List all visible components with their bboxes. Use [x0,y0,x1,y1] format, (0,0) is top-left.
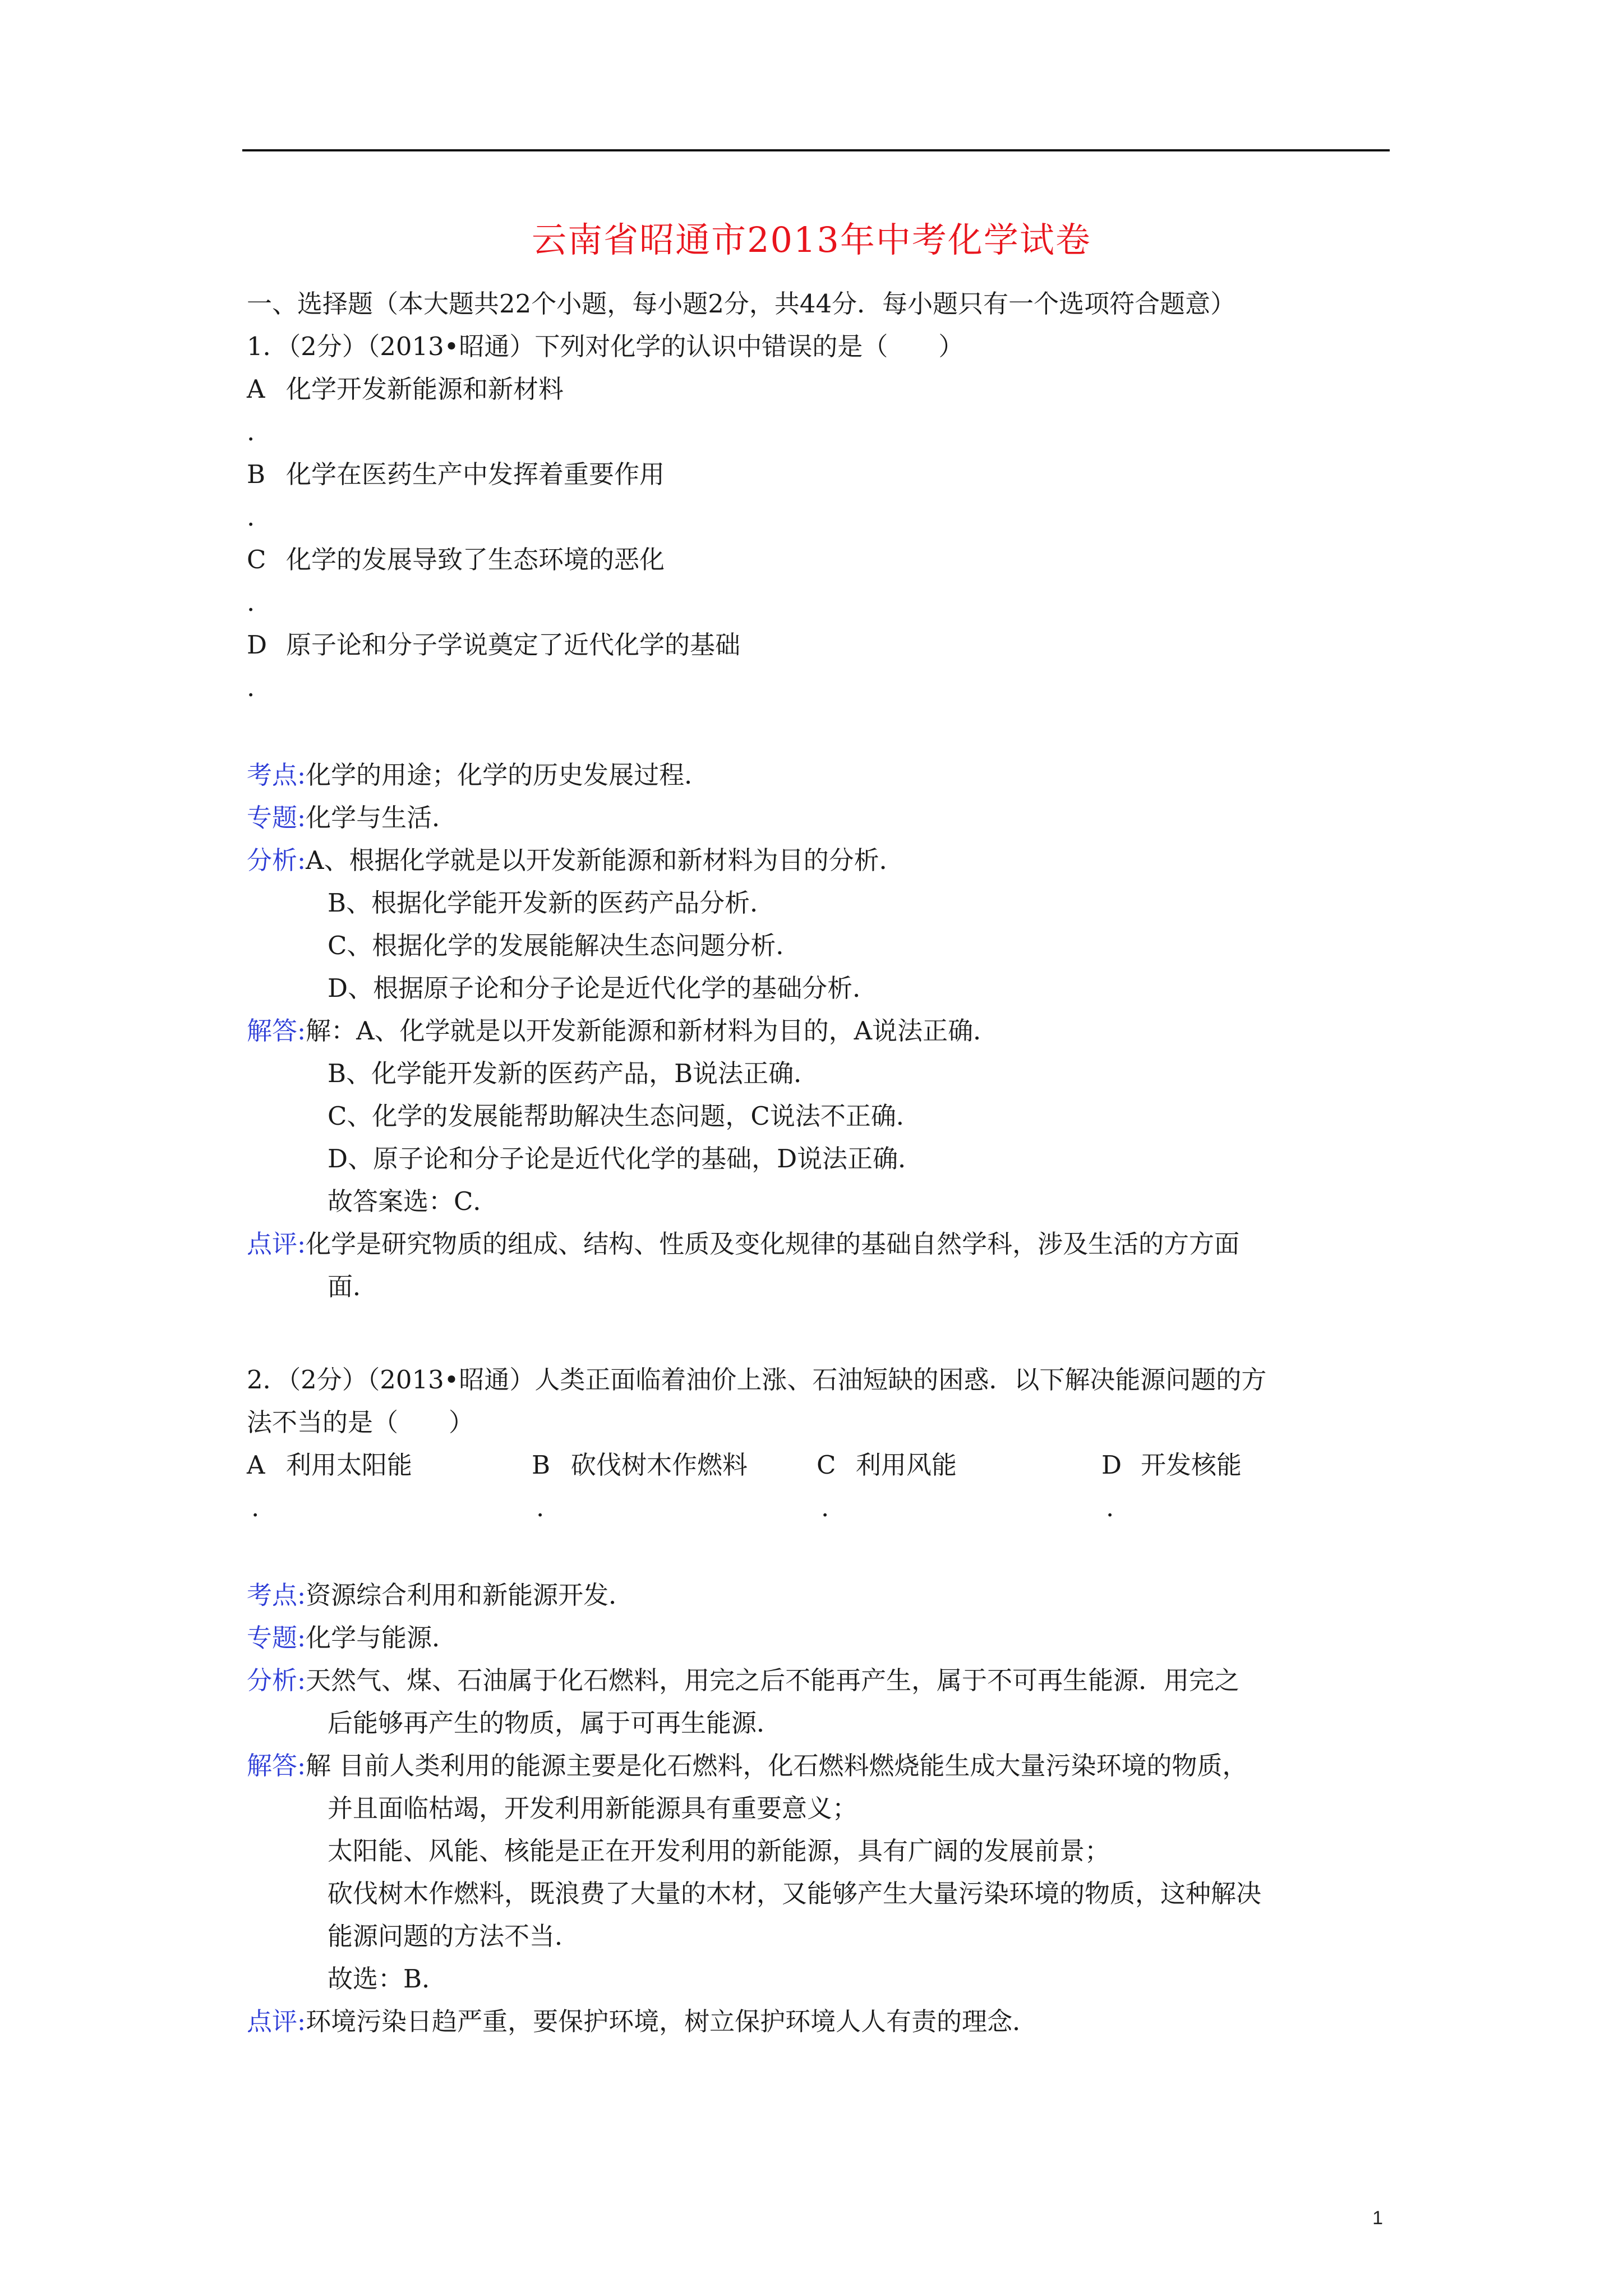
dianping-line: 面． [328,1272,379,1301]
option-letter: C [247,545,266,574]
option-letter: D [1101,1450,1122,1480]
q1-option-b-dot: . [247,502,255,532]
option-letter: A [247,374,265,404]
q1-kaodian [247,758,709,792]
q2-stem-line-1: 2．（2分）（2013•昭通）人类正面临着油价上涨、石油短缺的困惑．以下解决能源问题的方 [247,1365,1267,1395]
option-text: 开发核能 [1141,1450,1242,1480]
kaodian-label: 考点: [247,1580,306,1610]
q2-option-b-dot: . [536,1493,545,1522]
zhuanti-label: 专题: [247,1623,306,1653]
option-letter: A [247,1450,265,1480]
q2-option-c [817,1448,957,1482]
q1-stem: 1．（2分）（2013•昭通）下列对化学的认识中错误的是（ ） [247,332,964,361]
q1-option-c-dot: . [247,587,255,617]
section-heading: 一、选择题（本大题共22个小题，每小题2分，共44分．每小题只有一个选项符合题意） [247,289,1236,319]
jieda-line: 能源问题的方法不当． [328,1921,580,1951]
fenxi-label: 分析: [247,1665,306,1695]
q1-option-a-dot: . [247,417,255,447]
kaodian-label: 考点: [247,760,306,790]
q2-fenxi [247,1664,1239,1697]
kaodian-text: 资源综合利用和新能源开发． [306,1580,634,1610]
q2-stem-line-2: 法不当的是（ ） [247,1407,474,1437]
jieda-line: 解 目前人类利用的能源主要是化石燃料，化石燃料燃烧能生成大量污染环境的物质， [306,1751,1248,1780]
fenxi-line: C、根据化学的发展能解决生态问题分析． [328,931,801,960]
jieda-line: 故选：B． [328,1964,448,1994]
option-text: 化学的发展导致了生态环境的恶化 [286,545,665,574]
jieda-line: C、化学的发展能帮助解决生态问题，C说法不正确． [328,1101,921,1131]
fenxi-line: D、根据原子论和分子论是近代化学的基础分析． [328,973,878,1003]
fenxi-line: 天然气、煤、石油属于化石燃料，用完之后不能再产生，属于不可再生能源．用完之 [306,1665,1240,1695]
dianping-label: 点评: [247,1229,306,1259]
q2-option-d-dot: . [1106,1493,1114,1522]
jieda-line: 并且面临枯竭，开发利用新能源具有重要意义； [328,1793,858,1823]
q2-option-a [247,1448,412,1482]
option-letter: C [817,1450,836,1480]
q1-option-a [247,372,564,406]
jieda-line: D、原子论和分子论是近代化学的基础，D说法正确． [328,1144,924,1174]
q2-option-b [532,1448,748,1482]
jieda-line: 太阳能、风能、核能是正在开发利用的新能源，具有广阔的发展前景； [328,1836,1110,1866]
fenxi-line: A、根据化学就是以开发新能源和新材料为目的分析． [306,845,905,875]
q2-option-d [1101,1448,1242,1482]
kaodian-text: 化学的用途；化学的历史发展过程． [306,760,710,790]
q2-kaodian [247,1579,634,1612]
q1-dianping [247,1227,1239,1261]
page-title: 云南省昭通市2013年中考化学试卷 [532,219,1091,260]
jieda-line: 解：A、化学就是以开发新能源和新材料为目的，A说法正确． [306,1016,999,1046]
jieda-line: B、化学能开发新的医药产品，B说法正确． [328,1059,819,1088]
option-text: 原子论和分子学说奠定了近代化学的基础 [286,630,741,660]
q1-option-d [247,628,740,662]
jieda-label: 解答: [247,1751,306,1780]
page-number: 1 [1372,2207,1383,2229]
fenxi-line: 后能够再产生的物质，属于可再生能源． [328,1708,782,1738]
option-letter: D [247,630,268,660]
fenxi-line: B、根据化学能开发新的医药产品分析． [328,888,776,918]
dianping-label: 点评: [247,2007,306,2036]
q2-zhuanti [247,1621,457,1655]
q2-option-c-dot: . [821,1493,829,1522]
jieda-line: 砍伐树木作燃料，既浪费了大量的木材，又能够产生大量污染环境的物质，这种解决 [328,1879,1262,1908]
q1-fenxi [247,844,905,877]
option-text: 利用风能 [856,1450,957,1480]
dianping-text: 环境污染日趋严重，要保护环境，树立保护环境人人有责的理念． [306,2007,1038,2036]
option-letter: B [247,459,266,489]
option-text: 砍伐树木作燃料 [571,1450,748,1480]
q2-jieda [247,1749,1247,1783]
option-text: 化学在医药生产中发挥着重要作用 [286,459,665,489]
q1-jieda [247,1014,998,1048]
zhuanti-label: 专题: [247,803,306,832]
q2-option-a-dot: . [251,1493,260,1522]
q1-zhuanti [247,801,457,835]
q2-dianping [247,2005,1038,2039]
zhuanti-text: 化学与能源． [306,1623,458,1653]
option-letter: B [532,1450,551,1480]
header-rule [242,149,1390,151]
zhuanti-text: 化学与生活． [306,803,458,832]
dianping-line: 化学是研究物质的组成、结构、性质及变化规律的基础自然学科，涉及生活的方方面 [306,1229,1240,1259]
q1-option-c [247,543,665,577]
option-text: 利用太阳能 [286,1450,413,1480]
fenxi-label: 分析: [247,845,306,875]
q1-option-d-dot: . [247,673,255,702]
jieda-label: 解答: [247,1016,306,1046]
option-text: 化学开发新能源和新材料 [286,374,564,404]
jieda-line: 故答案选：C． [328,1186,499,1216]
q1-option-b [247,458,665,491]
